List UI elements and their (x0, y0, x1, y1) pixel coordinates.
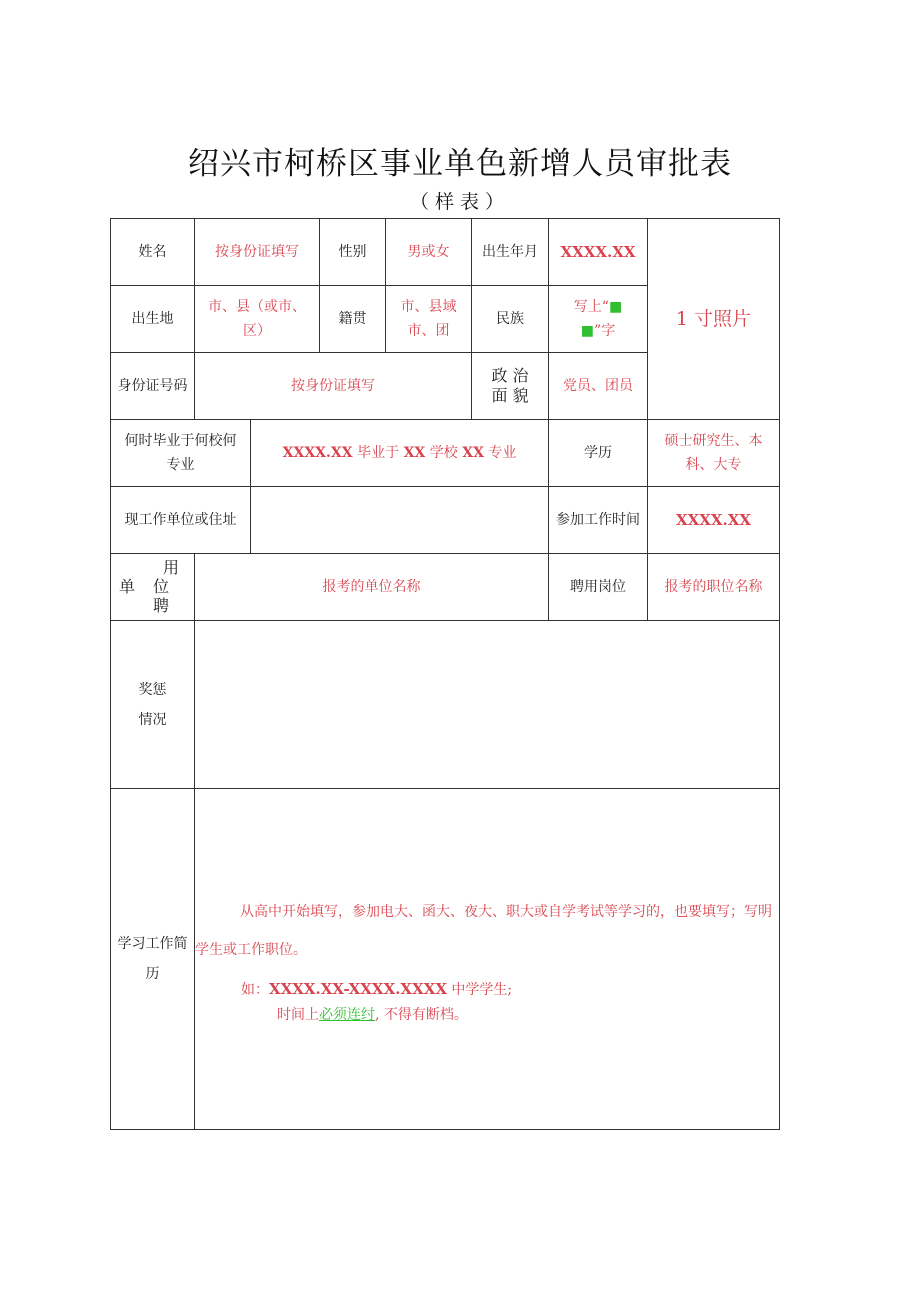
graduation-value[interactable]: XXXX.XX 毕业于 XX 学校 XX 专业 (250, 419, 549, 487)
green-square-icon: ■ (608, 299, 623, 315)
graduation-label: 何时毕业于何校何专业 (110, 419, 251, 487)
political-status-value[interactable]: 党员、团员 (548, 352, 648, 420)
work-start-label: 参加工作时间 (548, 486, 648, 554)
hiring-post-label: 聘用岗位 (548, 553, 648, 621)
birthplace-value[interactable]: 市、县（或市、区） (194, 285, 320, 353)
awards-value[interactable] (194, 620, 780, 789)
awards-label: 奖惩 情况 (110, 620, 195, 789)
gender-value[interactable]: 男或女 (385, 218, 472, 286)
native-place-label: 籍贯 (319, 285, 386, 353)
id-number-label: 身份证号码 (110, 352, 195, 420)
page-subtitle: （样表） (409, 191, 510, 213)
green-square-icon: ■ (580, 323, 595, 339)
ethnic-label: 民族 (471, 285, 549, 353)
workplace-label: 现工作单位或住址 (110, 486, 251, 554)
birth-value[interactable]: XXXX.XX (548, 218, 648, 286)
education-label: 学历 (548, 419, 648, 487)
native-place-value[interactable]: 市、县域市、团 (385, 285, 472, 353)
resume-example: 如：XXXX.XX-XXXX.XXXX 中学学生; (241, 980, 513, 998)
hiring-post-value[interactable]: 报考的职位名称 (647, 553, 780, 621)
hiring-unit-label: 用 单 位 聘 (110, 553, 195, 621)
continuity-highlight: 必须连纣 (319, 1007, 375, 1023)
political-status-label: 政 治 面 貌 (471, 352, 549, 420)
name-label: 姓名 (110, 218, 195, 286)
page-title: 绍兴市柯桥区事业单色新增人员审批表 (188, 146, 732, 182)
photo-placeholder[interactable]: 1 寸照片 (647, 218, 780, 420)
birthplace-label: 出生地 (110, 285, 195, 353)
work-start-value[interactable]: XXXX.XX (647, 486, 780, 554)
name-value[interactable]: 按身份证填写 (194, 218, 320, 286)
birth-label: 出生年月 (471, 218, 549, 286)
ethnic-value[interactable]: 写上“■ ■”字 (548, 285, 648, 353)
resume-instruction: 从高中开始填写，参加电大、函大、夜大、职大或自学考试等学习的，也要填写；写明学生或工作职位。 (195, 904, 772, 958)
resume-label: 学习工作简历 (110, 788, 195, 1130)
hiring-unit-value[interactable]: 报考的单位名称 (194, 553, 549, 621)
id-number-value[interactable]: 按身份证填写 (194, 352, 472, 420)
gender-label: 性别 (319, 218, 386, 286)
workplace-value[interactable] (250, 486, 549, 554)
resume-note: 时间上必须连纣, 不得有断档。 (277, 1007, 468, 1023)
education-value[interactable]: 硕士研究生、本科、大专 (647, 419, 780, 487)
